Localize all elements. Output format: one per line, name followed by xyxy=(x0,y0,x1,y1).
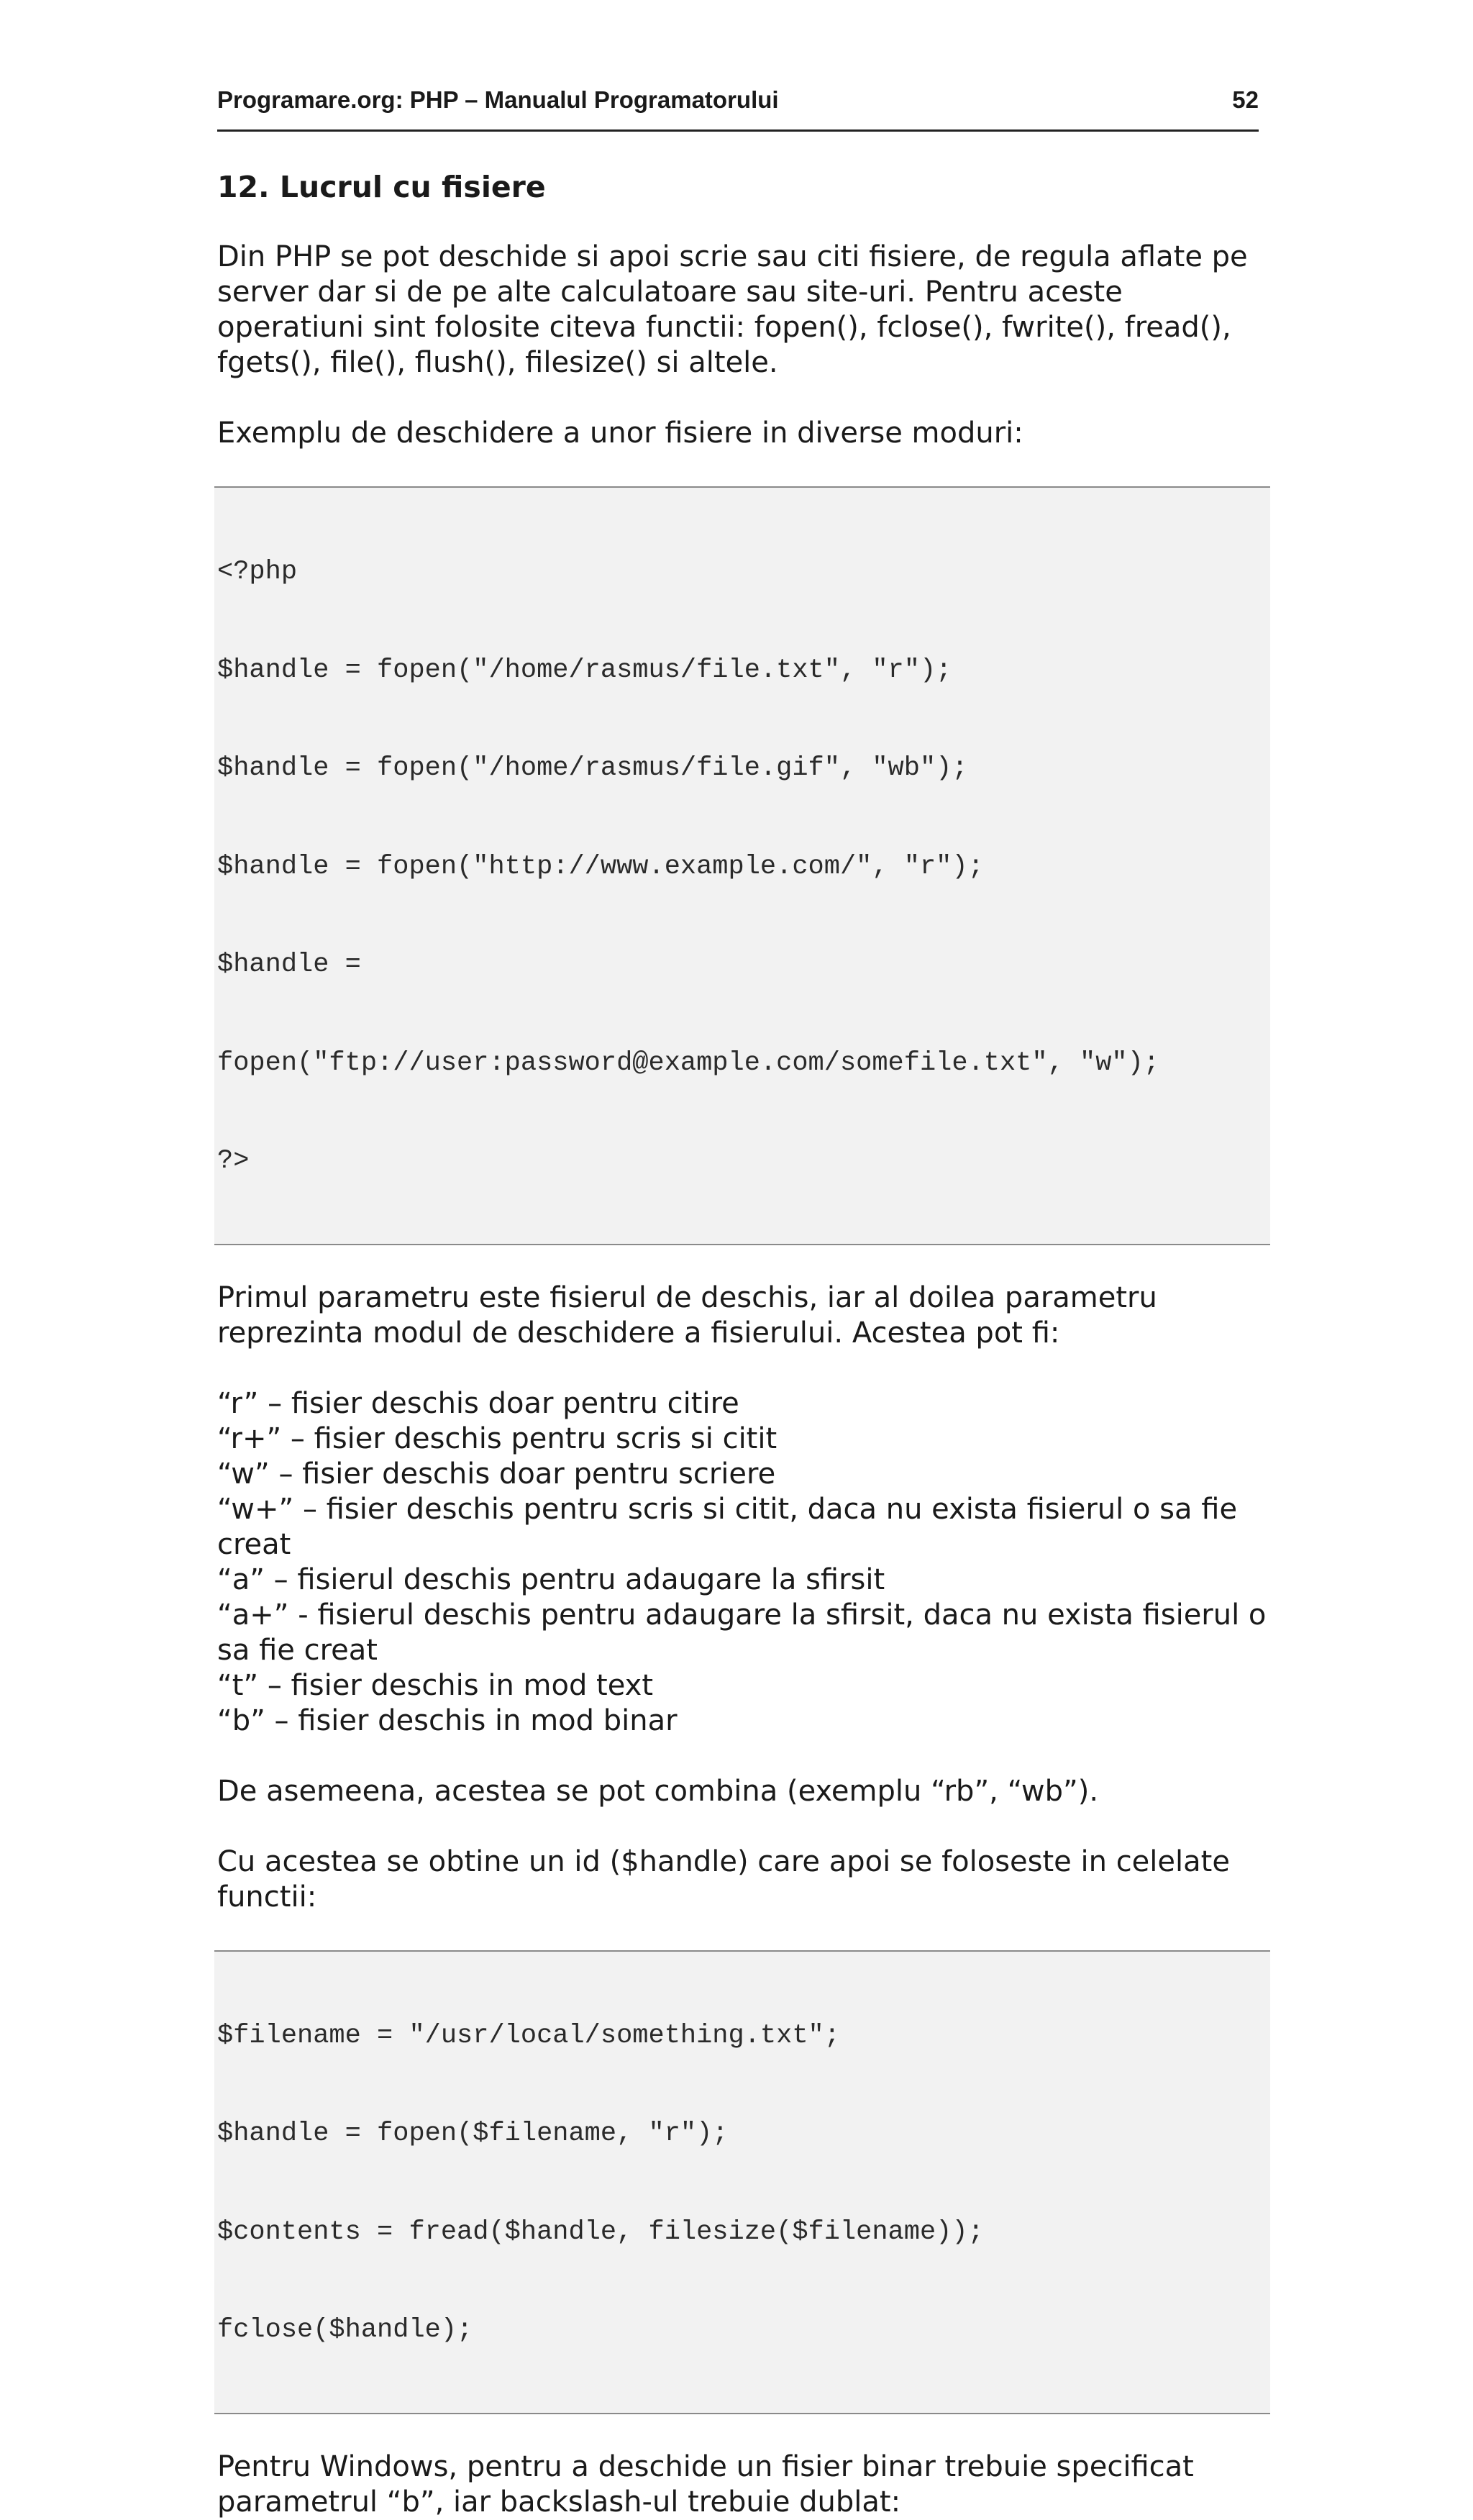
code-line: $contents = fread($handle, filesize($filename)); xyxy=(217,2216,984,2247)
example-intro-paragraph: Exemplu de deschidere a unor fisiere in diverse moduri: xyxy=(217,417,1023,450)
file-mode-list xyxy=(217,1386,1267,1739)
code-line: $handle = fopen($filename, "r"); xyxy=(217,2119,729,2149)
windows-intro-paragraph: Pentru Windows, pentru a deschide un fisier binar trebuie specificat parametrul “b”, iar backslash-ul trebuie dublat: xyxy=(217,2450,1194,2519)
code-line: fclose($handle); xyxy=(217,2315,473,2345)
intro-paragraph: Din PHP se pot deschide si apoi scrie sau citi fisiere, de regula aflate pe server dar si de pe alte calculatoare sau site-uri. Pentru aceste operatiuni sint folosite citeva functii: fopen(), fclose(), fwrite(), fread(), fgets(), file(), flush(), filesize() si altele. xyxy=(217,240,1248,379)
list-item: “t” – fisier deschis in mod text xyxy=(217,1668,653,1702)
section-title: 12. Lucrul cu fisiere xyxy=(217,170,546,204)
list-item: “b” – fisier deschis in mod binar xyxy=(217,1703,678,1737)
list-item: “r+” – fisier deschis pentru scris si citit xyxy=(217,1422,777,1455)
list-item: “a” – fisierul deschis pentru adaugare la sfirsit xyxy=(217,1563,885,1596)
code-line: $filename = "/usr/local/something.txt"; xyxy=(217,2020,840,2051)
code-line: $handle = fopen("http://www.example.com/", "r"); xyxy=(217,851,984,882)
code-line: $handle = xyxy=(217,950,361,980)
code-line: fopen("ftp://user:password@example.com/somefile.txt", "w"); xyxy=(217,1047,1160,1078)
code-line: ?> xyxy=(217,1146,250,1176)
code-block-fread-example xyxy=(214,1950,1270,2414)
code-line: <?php xyxy=(217,557,298,587)
handle-intro-paragraph: Cu acestea se obtine un id ($handle) care apoi se foloseste in celelate functii: xyxy=(217,1844,1230,1914)
params-intro-paragraph: Primul parametru este fisierul de deschis, iar al doilea parametru reprezinta modul de deschidere a fisierului. Acestea pot fi: xyxy=(217,1281,1157,1350)
code-block-fopen-examples xyxy=(214,486,1270,1245)
list-item: “a+” - fisierul deschis pentru adaugare la sfirsit, daca nu exista fisierul o sa fie creat xyxy=(217,1598,1267,1667)
list-item: “r” – fisier deschis doar pentru citire xyxy=(217,1386,739,1420)
list-item: “w+” – fisier deschis pentru scris si citit, daca nu exista fisierul o sa fie creat xyxy=(217,1492,1238,1561)
page-header xyxy=(217,85,1259,132)
code-line: $handle = fopen("/home/rasmus/file.gif", "wb"); xyxy=(217,753,968,783)
page-number: 52 xyxy=(1232,86,1259,113)
code-line: $handle = fopen("/home/rasmus/file.txt", "r"); xyxy=(217,655,952,686)
header-title: Programare.org: PHP – Manualul Programatorului xyxy=(217,86,779,113)
list-item: “w” – fisier deschis doar pentru scriere xyxy=(217,1457,776,1491)
page-content xyxy=(217,170,1267,2520)
combine-paragraph: De asemeena, acestea se pot combina (exemplu “rb”, “wb”). xyxy=(217,1774,1099,1808)
